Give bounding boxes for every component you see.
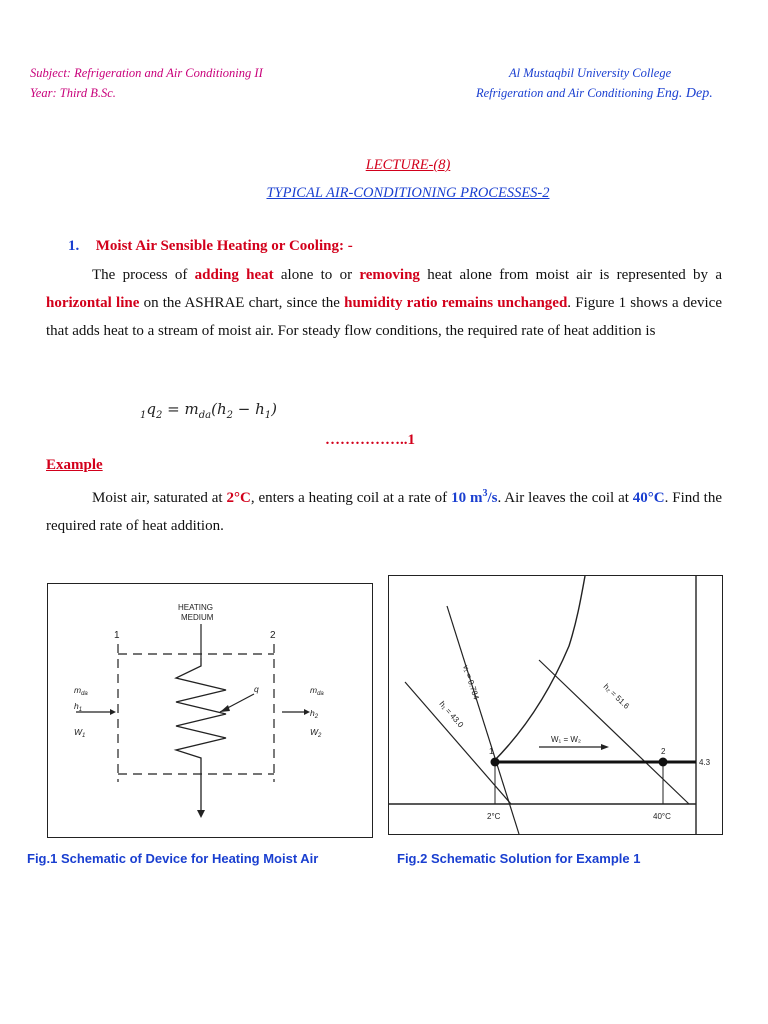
- section-number: 1.: [68, 238, 80, 254]
- lecture-title: TYPICAL AIR-CONDITIONING PROCESSES-2: [266, 185, 550, 201]
- highlight-horizontal-line: horizontal line: [46, 295, 140, 311]
- highlight-humidity-ratio: humidity ratio remains unchanged: [344, 295, 568, 311]
- eq-pre-sub: 1: [140, 410, 147, 421]
- text-run: Moist air, saturated at: [92, 490, 227, 506]
- eq-q: q: [146, 400, 156, 418]
- text-run: . Find the required rate of heat addition.: [46, 490, 722, 534]
- text-run: heat alone from moist air is represented by a: [419, 267, 722, 283]
- point-1-label: 1: [489, 747, 494, 756]
- outlet-enthalpy-label: $h_2$: [310, 708, 319, 720]
- equation-number: ……………..1: [325, 432, 415, 448]
- heat-arrow-head: [220, 705, 230, 712]
- process-direction-arrow: [601, 744, 609, 750]
- humidity-value-label: 4.3: [699, 758, 711, 767]
- header-year: Year: Third B.Sc.: [30, 86, 116, 100]
- eq-post-sub: 2: [155, 410, 163, 421]
- inlet-humidity-label: $W_1$: [74, 727, 86, 739]
- eq-minus: − h: [233, 400, 265, 418]
- text-run: alone to or: [273, 267, 360, 283]
- header-department: [476, 86, 713, 102]
- highlight-removing: removing: [359, 267, 420, 283]
- enthalpy-h1-label: h₁ = 43.0: [437, 699, 466, 730]
- eq-m: m: [184, 400, 199, 418]
- example-heading: Example: [46, 457, 103, 473]
- flow-rate: 10 $m^3/s$: [451, 488, 498, 506]
- eq-h1-sub: 1: [264, 410, 272, 421]
- eq-close: ): [271, 400, 277, 418]
- figure-2-psychrometric-solution: [388, 575, 723, 835]
- lecture-number: LECTURE-(8): [365, 157, 451, 173]
- eq-equals: =: [167, 400, 180, 418]
- specific-volume-label: v₁ = 0.784: [461, 663, 481, 701]
- temperature-2c-label: 2°C: [487, 812, 501, 821]
- inlet-mass-flow-label: $m_{da}$: [74, 685, 88, 697]
- outlet-humidity-label: $W_2$: [310, 727, 322, 739]
- highlight-adding-heat: adding heat: [194, 267, 274, 283]
- psychrometric-sketch: [389, 576, 722, 834]
- temperature-40c-label: 40°C: [653, 812, 671, 821]
- header-college: Al Mustaqbil University College: [509, 66, 672, 80]
- heat-addition-equation: [140, 400, 277, 421]
- state-point-2: [659, 758, 668, 767]
- department-suffix: Eng. Dep.: [656, 86, 713, 101]
- section-title: Moist Air Sensible Heating or Cooling: -: [95, 238, 353, 254]
- heat-q-label: q: [254, 684, 259, 694]
- heating-coil: [176, 658, 226, 814]
- state-point-1: [491, 758, 500, 767]
- text-run: , enters a heating coil at a rate of: [250, 490, 452, 506]
- heating-device-schematic: [48, 584, 372, 837]
- figure-1-caption: Fig.1 Schematic of Device for Heating Moist Air: [27, 851, 319, 866]
- inlet-enthalpy-label: $h_1$: [74, 701, 83, 713]
- intro-paragraph: [46, 261, 722, 345]
- temp-inlet: 2°C: [226, 490, 251, 506]
- medium-outlet-arrow: [197, 810, 205, 818]
- heating-medium-label-2: MEDIUM: [181, 613, 214, 622]
- outlet-mass-flow-label: $m_{da}$: [310, 685, 324, 697]
- text-run: . Air leaves the coil at: [497, 490, 633, 506]
- department-name: Refrigeration and Air Conditioning: [476, 86, 654, 100]
- text-run: The process of: [92, 267, 195, 283]
- eq-h2-sub: 2: [226, 410, 233, 421]
- section-heading: [68, 238, 353, 255]
- figure-1-heating-device: [47, 583, 373, 838]
- eq-h-open: (h: [211, 400, 227, 418]
- inlet-flow-arrow: [110, 709, 116, 715]
- point-2-label: 2: [661, 747, 666, 756]
- station-1-label: 1: [114, 630, 120, 641]
- text-run: on the ASHRAE chart, since the: [139, 295, 345, 311]
- station-2-label: 2: [270, 630, 276, 641]
- enthalpy-h2-label: h₂ = 51.6: [601, 681, 632, 711]
- temp-outlet: 40°C: [632, 490, 665, 506]
- figure-2-caption: Fig.2 Schematic Solution for Example 1: [397, 851, 641, 866]
- humidity-ratio-label: W₁ = W₂: [551, 735, 582, 744]
- enthalpy-h2-line: [539, 660, 689, 804]
- heating-medium-label-1: HEATING: [178, 603, 213, 612]
- text-run: . Figure 1 shows a device that adds heat to a stream of moist air. For steady flow conditions, the required rate of heat addition is: [46, 295, 722, 339]
- eq-m-sub: da: [198, 410, 212, 421]
- header-subject: Subject: Refrigeration and Air Conditioning II: [30, 66, 263, 80]
- example-paragraph: [46, 480, 722, 540]
